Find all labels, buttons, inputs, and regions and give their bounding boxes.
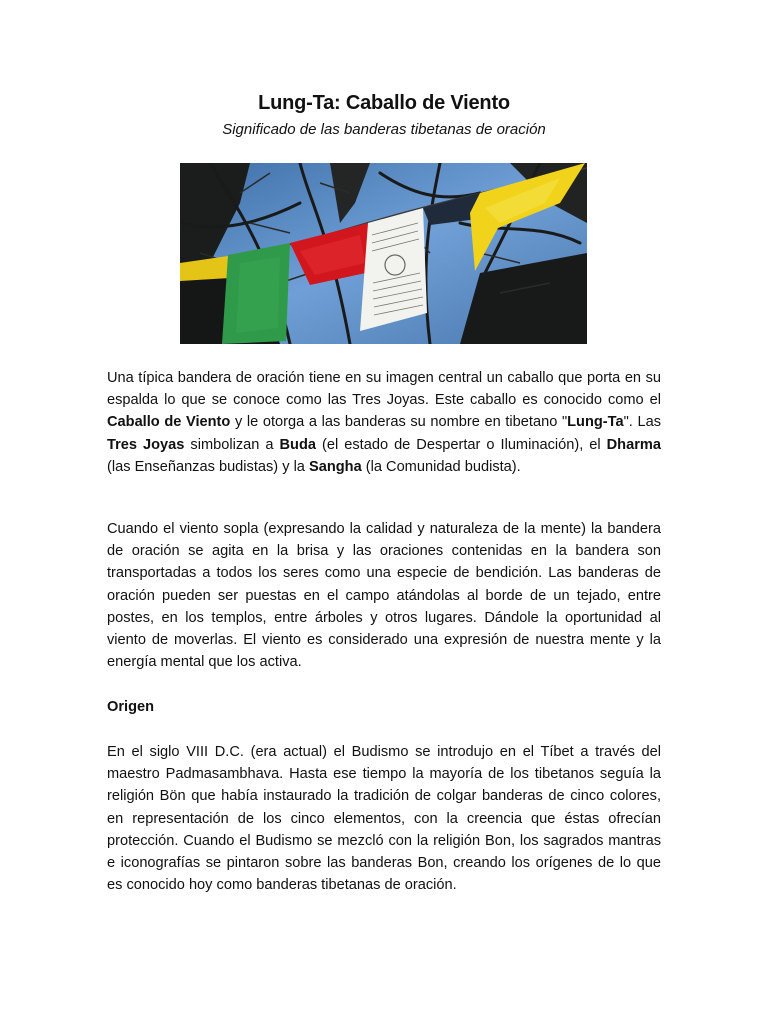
document-title: Lung-Ta: Caballo de Viento [258,92,510,114]
bold-term-tres-joyas: Tres Joyas [107,436,185,453]
document-subtitle: Significado de las banderas tibetanas de oración [222,121,546,138]
bold-term-dharma: Dharma [606,436,661,453]
text-run: y le otorga a las banderas su nombre en tibetano " [230,414,568,431]
text-run: ". Las [623,414,661,431]
bold-term-caballo: Caballo de Viento [107,414,231,431]
text-run: (las Enseñanzas budistas) y la [107,458,309,475]
paragraph-wind: Cuando el viento sopla (expresando la calidad y naturaleza de la mente) la bandera de oración se agita en la brisa y las oraciones contenidas en la bandera son transportadas a todos los seres como una especie de bendición. Las banderas de oración pueden ser puestas en el campo atándolas al borde de un tejado, entre postes, en los templos, entre árboles y otros lugares. Dándole la oportunidad al viento de moverlas. El viento es considerado una expresión de nuestra mente y la energía mental que los activa. [107,521,661,671]
paragraph-lung-ta [107,367,661,478]
text-run: Una típica bandera de oración tiene en su imagen central un caballo que porta en su espalda lo que se conoce como las Tres Joyas. Este caballo es conocido como el [107,370,661,409]
text-run: (el estado de Despertar o Iluminación), el [316,436,607,453]
paragraph-origin: En el siglo VIII D.C. (era actual) el Budismo se introdujo en el Tíbet a través del maestro Padmasambhava. Hasta ese tiempo la mayoría de los tibetanos seguía la religión Bön que había instaurado la tradición de colgar banderas de cinco colores, en representación de los cinco elementos, con la creencia que éstas ofrecían protección. Cuando el Budismo se mezcló con la religión Bon, los sagrados mantras e iconografías se pintaron sobre las banderas Bon, creando los orígenes de lo que es conocido hoy como banderas tibetanas de oración. [107,744,661,894]
bold-term-sangha: Sangha [308,458,362,475]
text-run: (la Comunidad budista). [361,458,521,475]
section-heading-origin: Origen [107,699,155,715]
text-run: simbolizan a [184,436,280,453]
bold-term-lung-ta: Lung-Ta [567,414,624,431]
prayer-flags-photo [180,163,587,344]
bold-term-buda: Buda [279,436,316,453]
